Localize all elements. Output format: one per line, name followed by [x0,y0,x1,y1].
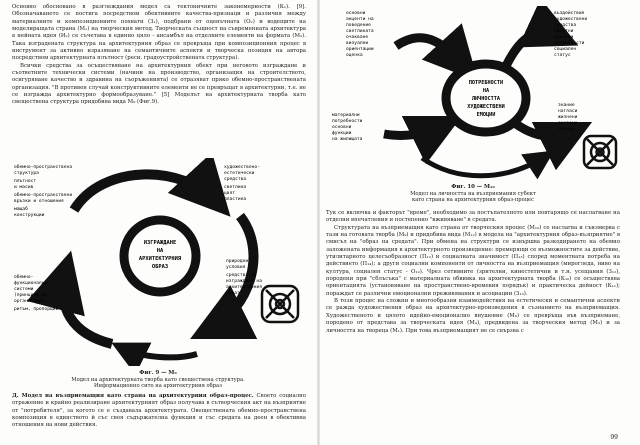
node-label: обектни [554,29,574,34]
node-label: потребности [332,119,363,124]
paragraph: В този процес на сложни и многообразни взаимодействия на естетически и семантични аспекти се ражда художествения образ на архитектурно-произведения в съзнанието на възприемащия. Художественото и цялото идейно-емоционално внушение (М₆) се превръща във възприемане, породено от представа за творческата идея (М₄), предвидена за творческия метод (М₃) и за личността на твореца (М₁). При това възприемащият не се свързва с [326,298,620,334]
node-label: знание [558,103,575,108]
node-label: жизнени [558,115,578,120]
figure-9-caption [12,370,304,390]
node-label: статус [554,53,571,58]
left-top-text [12,4,306,107]
node-label: средства [224,177,247,182]
node-label: духовни [554,35,574,40]
node-label: основни [346,11,366,16]
node-label: системи [14,287,34,292]
node-label: системи [558,121,578,126]
paragraph: Основно обосновано в разглеждания модел са тектоничните закономерности (К₁). [9]. Обозначаването се постига посредством обективните качества-признаци и различия между материалните и композиционните похвати (З₁), подбрани от оценъчната (О₂) и водещите на моделиращата страна (М₁) на творческия метод. Творческата същност на съвременната архитектура в нейната идея (И₂) се съчетава в единно цяло - ансамбъл на отделните елементи на формата (М₃). Така изградената структура на архитектурния образ се превръща при композиционния процес в инструмент за активно изразяване на семантичните аспекти и творческа позиция на автора посредством архитектурната плътност (реси. градоустройствената структура). [12,4,306,62]
node-label: обемно-пространствена [14,165,73,170]
node-label: светлина [224,185,247,190]
caption-line: като страна на архитектурния образ-процес [411,197,535,204]
arc-arrow [396,38,466,68]
node-label: (принципи за [14,293,48,298]
node-label: плътност [14,179,37,184]
node-label: средства за [226,273,257,278]
knot-pictogram [262,286,298,322]
node-label: основни [332,125,352,130]
node-label: ритъм, пропорции [14,307,59,312]
paragraph: Структурата на възприемащия като страна от творческия процес (М₁₀) се наслагва и съизмерва с тази на готовата творба (М₉) и придобива вида (М₁₂) в модела на "архитектурния образ-възприятие" в смисъл на "образ на средата". При обмена на структури се извършва разкодирането на обемно заложената информация в архитектурното произведение: премерящи се възможностите за действие, утилитарното целесъобразност (П₁₂) и социалната значимост (П₁₃) според моментната потреба на действието (П₁₄); а други социални компоненти от личността на възприемащия (мирогледа, ниво на култура, социален статус - О₁₂). Чрез сетивните (зрителни, кинестетични и т.н. усещания (З₁₂), породени при "сблъсъка" с материалната обвивка на архитектурната творба (К₁₀) се осъществява ориентацията (установяване на пространствено-времевия порядък) и практическа дейност (К₁₁); пораждат се различни емоционални преживявания и асоциации (З₁₃). [326,224,620,297]
node-label: визуални [346,41,369,46]
center-label: НА [482,88,490,94]
caption-line: Модел на архитектурната творба като свеществена структура. [71,376,245,383]
center-label: АРХИТЕКТУРНИЯ [138,256,182,262]
figure-10-caption [326,184,620,204]
node-label: изграждане на [226,279,262,284]
node-label: въздействие [554,11,585,16]
right-text [326,210,620,335]
arc-arrow [422,156,546,176]
node-label: мащаб [14,207,28,212]
node-label: функции [332,131,352,136]
node-label: функционални [14,281,48,286]
node-label: структура [14,171,39,176]
node-label: материални [332,113,360,118]
arc-arrow [63,270,112,344]
node-label: ориентации [346,47,374,52]
center-label: ЛИЧНОСТТА [471,96,501,102]
node-label: средства [554,23,577,28]
center-label: ЕМОЦИИ [476,112,496,118]
node-label: оценка [346,53,363,58]
center-label: ХУДОЖЕСТВЕНИ [467,104,505,110]
node-label: връзки и отношения [14,199,64,204]
arc-arrow [384,124,446,136]
node-label: художествени [554,17,588,22]
node-label: нагласи [558,109,578,114]
center-label: ИЗГРАЖДАНЕ [143,240,177,246]
node-label: цвят [224,191,236,196]
node-label: образ [226,291,240,296]
node-label: архитектурния [226,285,262,290]
left-page [0,0,318,445]
knot-pictogram [584,136,616,168]
figure-10-diagram [326,6,620,184]
page-number: 99 [610,434,618,441]
node-label: конструкции [14,213,45,218]
section-body: Своето социално отражение и крайно реализиране архитектурният образ получава в сътворческия акт на възприятие от "потребителя", за когото се е създавала архитектурата. Овеществената обемно-пространствена композиция в единството й със своя съдържателна функция и със средата на деен в обективна отношения на нови действия. [12,393,306,429]
caption-label: Фиг. 9 — М₉ [139,370,177,376]
node-label: естетически [224,171,255,176]
node-label: потребности [554,41,585,46]
section-heading: Д. Модел на възприемащия като страна на архитектурния образ-процес. [12,393,254,399]
node-label: акценти на [346,17,374,22]
node-label: поведение [346,23,371,28]
node-label: художествено- [224,165,260,170]
right-page [320,0,640,445]
center-label: НА [156,248,164,254]
node-label: светлината [346,29,374,34]
node-label: на жилищата [332,137,363,142]
paragraph: Всички средства за осъществяване на архитектурния обект при неговото изграждане и съответните технически системи (начини на производство, организация на строителството, осигуряване качество и здравина на съоръженията) се отразяват пряко обемно-пространствената организация. "В противен случай конструктивните елементи не се превръщат в архитектурни, т.е. не се изгражда архитектурно формообразуване." [5] Моделът на архитектурната творба като свеществена структура придобива вида М₉ (Фиг.9). [12,62,306,106]
center-label: ПОТРЕБНОСТИ [468,80,504,86]
node-label: природни [226,259,249,264]
node-label: обемно-пространствени [14,193,73,198]
node-label: навици [558,127,575,132]
arc-arrow [122,348,197,357]
paragraph: Тук се включва и факторът "време", необходимо за постъпателното или повтарящо се наслагване на отделни впечатления и постепенно "вживяване" в средата. [326,210,620,224]
caption-label: Фиг. 10 — М₁₀ [451,184,495,190]
node-label: социален [554,47,577,52]
node-label: условия [226,265,246,270]
caption-line: Модел на личността на възприемания субект [410,190,536,197]
node-label: и масив [14,185,34,190]
node-label: организация) [14,299,48,304]
figure-9-diagram [12,158,304,366]
caption-line: Информационно сито на архитектурния образ [94,383,222,390]
section-paragraph [12,393,306,430]
arc-arrow [74,174,217,210]
center-label: ОБРАЗ [151,264,169,270]
node-label: очакване [346,35,369,40]
node-label: пластика [224,197,247,202]
node-label: обемно- [14,275,34,280]
left-bottom-text [12,392,306,430]
